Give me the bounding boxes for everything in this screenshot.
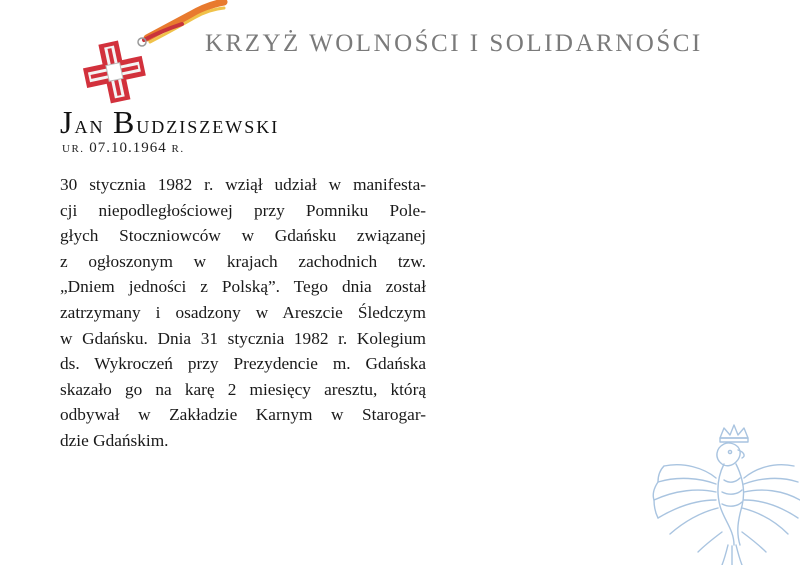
bio-line: w Gdańsku. Dnia 31 stycznia 1982 r. Kolegium: [60, 328, 426, 348]
bio-line: 30 stycznia 1982 r. wziął udział w manifesta-: [60, 175, 426, 194]
person-name: [60, 104, 279, 141]
name-last-rest: udziszewski: [136, 110, 280, 139]
name-first-rest: an: [74, 110, 105, 139]
bio-line: odbywał w Zakładzie Karnym w Starogar-: [60, 405, 426, 425]
bio-line: „Dniem jedności z Polską”. Tego dnia został: [60, 277, 426, 297]
birth-date: 07.10.1964: [89, 140, 167, 156]
bio-line: cji niepodległościowej przy Pomniku Pole-: [60, 200, 426, 220]
bio-line: zatrzymany i osadzony w Areszcie Śledczym: [60, 302, 426, 322]
biography-text: [60, 172, 426, 454]
name-first-initial: J: [60, 104, 75, 140]
page-header-title: KRZYŻ WOLNOŚCI I SOLIDARNOŚCI: [205, 30, 703, 57]
bio-line: ds. Wykroczeń przy Prezydencie m. Gdańska: [60, 354, 426, 374]
birth-date-line: [62, 140, 185, 157]
birth-suffix: R.: [171, 143, 185, 155]
birth-prefix: UR.: [62, 143, 85, 155]
bio-line: głych Stoczniowców w Gdańsku związanej: [60, 226, 426, 246]
name-last-initial: B: [112, 104, 137, 140]
bio-line: z ogłoszonym w krajach zachodnich tzw.: [60, 251, 426, 271]
bio-line: skazało go na karę 2 miesięcy aresztu, którą: [60, 379, 426, 399]
white-eagle-emblem-icon: [624, 420, 800, 565]
bio-line: dzie Gdańskim.: [60, 430, 169, 450]
